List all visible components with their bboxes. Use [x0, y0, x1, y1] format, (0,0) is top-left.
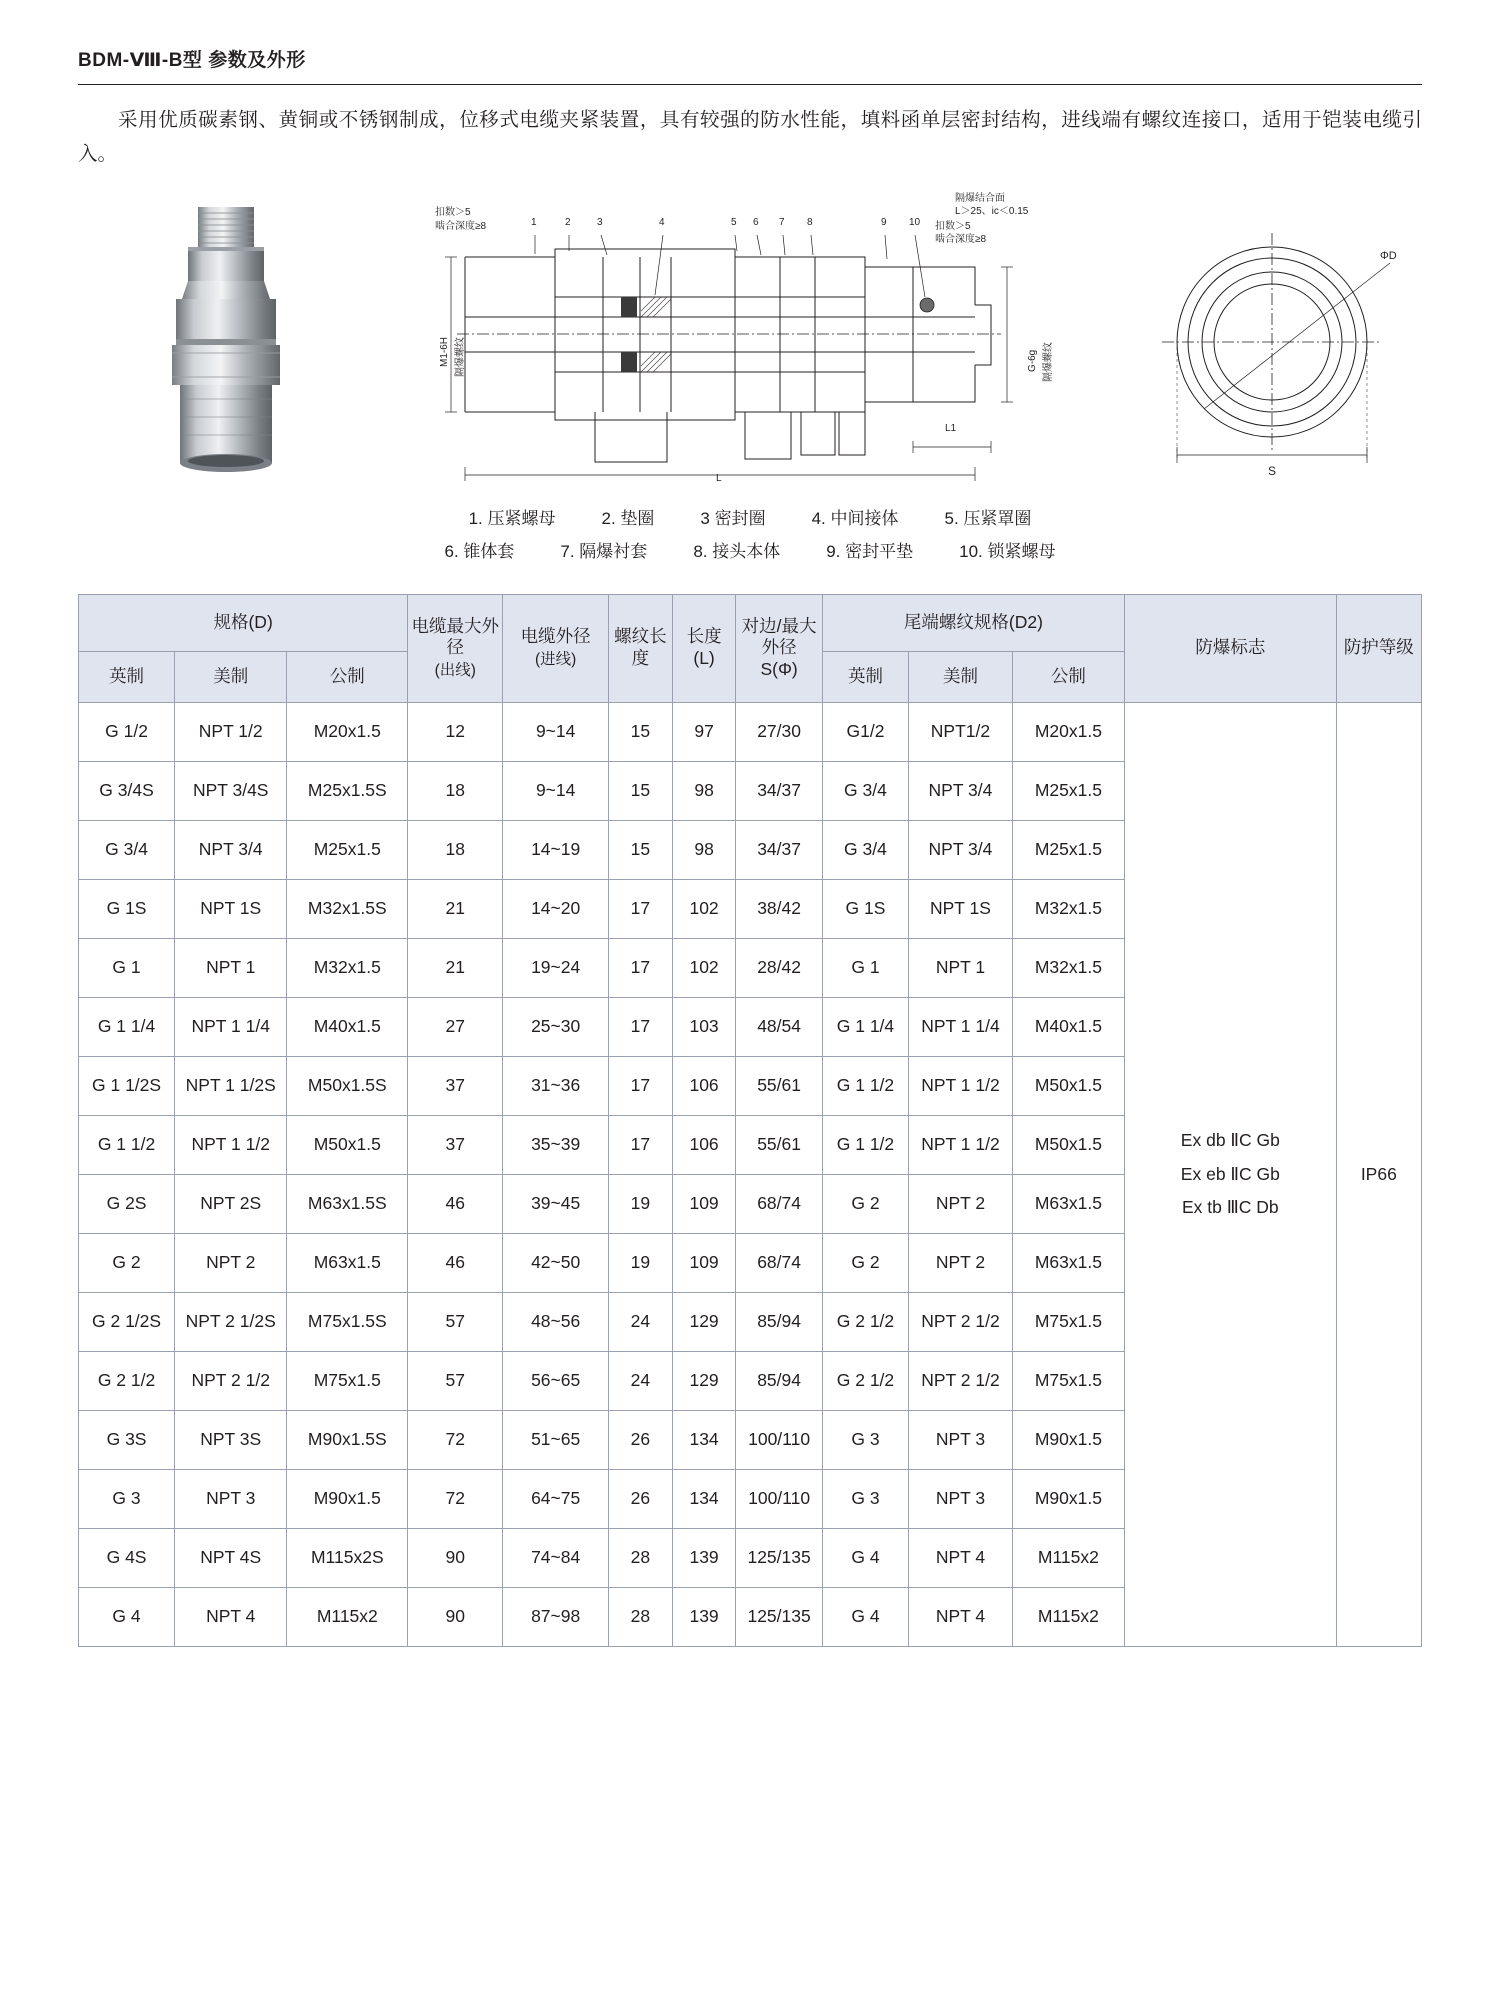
cell-cable-outer: 42~50 — [503, 1233, 609, 1292]
cell-spec-metric: M25x1.5S — [287, 761, 408, 820]
cell-tail-metric: M20x1.5 — [1012, 702, 1124, 761]
cell-ex-mark — [1125, 702, 1337, 1646]
cell-cable-max-outer: 37 — [408, 1115, 503, 1174]
cell-ip-rating: IP66 — [1336, 702, 1421, 1646]
cell-thread-length: 15 — [609, 820, 673, 879]
cell-across-flats: 125/135 — [736, 1587, 822, 1646]
cell-cable-max-outer: 21 — [408, 879, 503, 938]
cell-cable-max-outer: 12 — [408, 702, 503, 761]
cell-length: 102 — [672, 879, 736, 938]
cell-length: 129 — [672, 1292, 736, 1351]
cell-spec-american: NPT 2 1/2 — [175, 1351, 287, 1410]
svg-text:S: S — [1268, 464, 1277, 479]
cell-tail-metric: M40x1.5 — [1012, 997, 1124, 1056]
cell-tail-american: NPT 3 — [909, 1469, 1013, 1528]
cell-tail-metric: M115x2 — [1012, 1528, 1124, 1587]
cell-thread-length: 26 — [609, 1469, 673, 1528]
cell-spec-metric: M90x1.5S — [287, 1410, 408, 1469]
cell-spec-american: NPT 2 1/2S — [175, 1292, 287, 1351]
cell-tail-american: NPT 2 1/2 — [909, 1351, 1013, 1410]
cell-tail-metric: M90x1.5 — [1012, 1410, 1124, 1469]
cell-length: 97 — [672, 702, 736, 761]
cell-spec-english: G 1 1/2 — [79, 1115, 175, 1174]
cell-spec-english: G 1/2 — [79, 702, 175, 761]
callout-7: 7 — [779, 217, 785, 229]
cell-across-flats: 68/74 — [736, 1174, 822, 1233]
cell-cable-max-outer: 18 — [408, 820, 503, 879]
header-cable-outer — [503, 594, 609, 702]
cell-spec-english: G 1 — [79, 938, 175, 997]
header-cable-max-outer-sub: (出线) — [434, 662, 476, 680]
cell-across-flats: 48/54 — [736, 997, 822, 1056]
cell-spec-english: G 3/4 — [79, 820, 175, 879]
cell-cable-outer: 39~45 — [503, 1174, 609, 1233]
dim-length-L1: L1 — [945, 423, 957, 435]
cell-spec-american: NPT 2 — [175, 1233, 287, 1292]
cell-spec-american: NPT 1 1/4 — [175, 997, 287, 1056]
cell-spec-american: NPT 3/4 — [175, 820, 287, 879]
legend-row-2 — [78, 536, 1422, 568]
cell-thread-length: 17 — [609, 879, 673, 938]
cell-spec-english: G 2 1/2S — [79, 1292, 175, 1351]
cell-spec-american: NPT 1 1/2S — [175, 1056, 287, 1115]
callout-1: 1 — [531, 217, 537, 229]
product-photo — [78, 197, 378, 487]
ex-mark-line-3: Ex tb ⅢC Db — [1181, 1196, 1279, 1217]
cell-spec-american: NPT 1 — [175, 938, 287, 997]
front-view-drawing — [1132, 197, 1422, 487]
cell-spec-american: NPT 1S — [175, 879, 287, 938]
callout-8: 8 — [807, 217, 813, 229]
cell-cable-outer: 14~20 — [503, 879, 609, 938]
cell-thread-length: 17 — [609, 997, 673, 1056]
cell-cable-outer: 25~30 — [503, 997, 609, 1056]
figure-legend — [78, 503, 1422, 568]
cell-across-flats: 100/110 — [736, 1469, 822, 1528]
note-thread-count-left: 扣数＞5 — [435, 207, 471, 219]
cell-across-flats: 34/37 — [736, 820, 822, 879]
legend-item-9: 9. 密封平垫 — [826, 541, 914, 561]
callout-3: 3 — [597, 217, 603, 229]
header-across-flats — [736, 594, 822, 702]
header-tail-american: 美制 — [909, 651, 1013, 702]
cell-spec-metric: M32x1.5 — [287, 938, 408, 997]
legend-item-2: 2. 垫圈 — [601, 509, 655, 529]
cell-cable-outer: 64~75 — [503, 1469, 609, 1528]
header-cable-outer-sub: (进线) — [534, 651, 577, 669]
cell-tail-english: G 1 1/4 — [822, 997, 908, 1056]
cell-tail-english: G 3 — [822, 1410, 908, 1469]
cell-across-flats: 55/61 — [736, 1115, 822, 1174]
cell-tail-american: NPT 4 — [909, 1528, 1013, 1587]
cell-spec-english: G 3 — [79, 1469, 175, 1528]
cell-tail-metric: M32x1.5 — [1012, 938, 1124, 997]
cell-cable-max-outer: 21 — [408, 938, 503, 997]
cell-spec-metric: M90x1.5 — [287, 1469, 408, 1528]
cell-spec-english: G 1S — [79, 879, 175, 938]
cell-cable-outer: 48~56 — [503, 1292, 609, 1351]
cell-tail-english: G 2 — [822, 1174, 908, 1233]
ex-mark-line-1: Ex db ⅡC Gb — [1180, 1130, 1280, 1151]
cross-section-drawing — [435, 193, 1075, 487]
cell-length: 106 — [672, 1115, 736, 1174]
cell-tail-metric: M50x1.5 — [1012, 1056, 1124, 1115]
header-cable-outer-main: 电缆外径 — [520, 626, 591, 647]
callout-5: 5 — [731, 217, 737, 229]
cell-tail-american: NPT 2 — [909, 1233, 1013, 1292]
header-length — [672, 594, 736, 702]
callout-9: 9 — [881, 217, 887, 229]
cell-spec-metric: M25x1.5 — [287, 820, 408, 879]
cell-spec-english: G 3S — [79, 1410, 175, 1469]
cell-cable-outer: 74~84 — [503, 1528, 609, 1587]
cell-length: 98 — [672, 820, 736, 879]
cell-spec-english: G 2 1/2 — [79, 1351, 175, 1410]
cell-cable-max-outer: 46 — [408, 1233, 503, 1292]
cell-cable-outer: 9~14 — [503, 702, 609, 761]
cell-tail-english: G1/2 — [822, 702, 908, 761]
cell-tail-metric: M32x1.5 — [1012, 879, 1124, 938]
header-across-main: 对边/最大外径 — [741, 615, 817, 658]
cell-tail-english: G 1S — [822, 879, 908, 938]
cell-spec-american: NPT 1 1/2 — [175, 1115, 287, 1174]
cell-across-flats: 28/42 — [736, 938, 822, 997]
header-spec-metric: 公制 — [287, 651, 408, 702]
cell-spec-american: NPT 3/4S — [175, 761, 287, 820]
cell-spec-american: NPT 2S — [175, 1174, 287, 1233]
cell-spec-american: NPT 4 — [175, 1587, 287, 1646]
header-cable-max-outer — [408, 594, 503, 702]
header-spec-english: 英制 — [79, 651, 175, 702]
cell-tail-english: G 2 1/2 — [822, 1292, 908, 1351]
header-thread-length: 螺纹长度 — [609, 594, 673, 702]
cell-spec-english: G 4S — [79, 1528, 175, 1587]
intro-paragraph: 采用优质碳素钢、黄铜或不锈钢制成，位移式电缆夹紧装置，具有较强的防水性能，填料函单层密封结构，进线端有螺纹连接口，适用于铠装电缆引入。 — [78, 109, 1422, 166]
cell-length: 106 — [672, 1056, 736, 1115]
cell-cable-max-outer: 27 — [408, 997, 503, 1056]
cell-across-flats: 55/61 — [736, 1056, 822, 1115]
dim-right-thread-label: 隔爆螺纹 — [1043, 342, 1054, 383]
cell-thread-length: 24 — [609, 1292, 673, 1351]
cell-thread-length: 26 — [609, 1410, 673, 1469]
note-flame-path: 隔爆结合面 — [955, 193, 1005, 205]
dim-right-thread: G-6g — [1027, 350, 1038, 373]
cell-tail-american: NPT 3/4 — [909, 761, 1013, 820]
cell-cable-outer: 35~39 — [503, 1115, 609, 1174]
svg-text:ΦD: ΦD — [1380, 250, 1397, 263]
cell-cable-max-outer: 57 — [408, 1292, 503, 1351]
cell-cable-outer: 9~14 — [503, 761, 609, 820]
cell-tail-american: NPT 3 — [909, 1410, 1013, 1469]
cell-spec-metric: M63x1.5 — [287, 1233, 408, 1292]
legend-item-5: 5. 压紧罩圈 — [944, 509, 1032, 529]
callout-4: 4 — [659, 217, 665, 229]
cell-thread-length: 24 — [609, 1351, 673, 1410]
cell-spec-metric: M32x1.5S — [287, 879, 408, 938]
header-across-sub: S(Φ) — [760, 659, 798, 680]
callout-6: 6 — [753, 217, 759, 229]
cell-tail-american: NPT1/2 — [909, 702, 1013, 761]
header-length-main: 长度 — [686, 626, 722, 647]
cell-tail-american: NPT 1 1/4 — [909, 997, 1013, 1056]
specification-table — [78, 594, 1422, 1647]
cell-length: 134 — [672, 1410, 736, 1469]
cell-cable-outer: 31~36 — [503, 1056, 609, 1115]
header-tail-english: 英制 — [822, 651, 908, 702]
cell-spec-metric: M75x1.5S — [287, 1292, 408, 1351]
cell-across-flats: 68/74 — [736, 1233, 822, 1292]
cell-spec-english: G 1 1/4 — [79, 997, 175, 1056]
cell-cable-max-outer: 18 — [408, 761, 503, 820]
cell-length: 102 — [672, 938, 736, 997]
cell-spec-metric: M20x1.5 — [287, 702, 408, 761]
legend-row-1 — [78, 503, 1422, 535]
header-spec-american: 美制 — [175, 651, 287, 702]
cell-spec-american: NPT 3S — [175, 1410, 287, 1469]
cell-spec-metric: M75x1.5 — [287, 1351, 408, 1410]
cell-cable-max-outer: 37 — [408, 1056, 503, 1115]
cell-tail-metric: M75x1.5 — [1012, 1292, 1124, 1351]
cell-spec-metric: M50x1.5 — [287, 1115, 408, 1174]
cell-spec-american: NPT 3 — [175, 1469, 287, 1528]
dim-left-thread: M1-6H — [439, 337, 450, 368]
cell-tail-american: NPT 1 — [909, 938, 1013, 997]
cell-thread-length: 19 — [609, 1233, 673, 1292]
dim-length-L: L — [716, 473, 722, 485]
cell-length: 129 — [672, 1351, 736, 1410]
table-body — [79, 702, 1422, 1646]
cell-tail-english: G 4 — [822, 1528, 908, 1587]
legend-item-4: 4. 中间接体 — [811, 509, 899, 529]
cell-length: 139 — [672, 1528, 736, 1587]
cell-tail-american: NPT 4 — [909, 1587, 1013, 1646]
cell-across-flats: 38/42 — [736, 879, 822, 938]
legend-item-6: 6. 锥体套 — [444, 541, 515, 561]
cell-thread-length: 19 — [609, 1174, 673, 1233]
legend-item-10: 10. 锁紧螺母 — [959, 541, 1056, 561]
page-title: BDM-Ⅷ-B型 参数及外形 — [78, 50, 306, 71]
legend-item-3: 3 密封圈 — [700, 509, 766, 529]
cell-cable-outer: 56~65 — [503, 1351, 609, 1410]
cell-cable-max-outer: 72 — [408, 1469, 503, 1528]
cell-tail-metric: M63x1.5 — [1012, 1233, 1124, 1292]
cell-tail-american: NPT 1 1/2 — [909, 1056, 1013, 1115]
header-tail-thread-group: 尾端螺纹规格(D2) — [822, 594, 1124, 651]
cell-cable-outer: 14~19 — [503, 820, 609, 879]
cell-tail-metric: M75x1.5 — [1012, 1351, 1124, 1410]
header-length-sub: (L) — [693, 648, 715, 669]
cell-across-flats: 85/94 — [736, 1351, 822, 1410]
cell-spec-metric: M115x2 — [287, 1587, 408, 1646]
cell-across-flats: 125/135 — [736, 1528, 822, 1587]
cell-tail-english: G 3/4 — [822, 761, 908, 820]
cell-spec-english: G 4 — [79, 1587, 175, 1646]
note-thread-count-right: 扣数＞5 — [935, 221, 971, 233]
cell-tail-english: G 3 — [822, 1469, 908, 1528]
cell-cable-outer: 19~24 — [503, 938, 609, 997]
note-flame-path-spec: L＞25、ic＜0.15 — [955, 206, 1029, 218]
cell-length: 103 — [672, 997, 736, 1056]
cell-length: 139 — [672, 1587, 736, 1646]
cell-across-flats: 27/30 — [736, 702, 822, 761]
cell-tail-american: NPT 1 1/2 — [909, 1115, 1013, 1174]
dim-left-thread-label: 隔爆螺纹 — [455, 337, 466, 378]
cell-cable-max-outer: 72 — [408, 1410, 503, 1469]
cell-cable-outer: 87~98 — [503, 1587, 609, 1646]
cell-spec-english: G 3/4S — [79, 761, 175, 820]
cell-spec-english: G 2S — [79, 1174, 175, 1233]
cell-length: 109 — [672, 1174, 736, 1233]
cell-tail-metric: M25x1.5 — [1012, 820, 1124, 879]
cell-thread-length: 28 — [609, 1587, 673, 1646]
cell-tail-metric: M90x1.5 — [1012, 1469, 1124, 1528]
cell-spec-american: NPT 1/2 — [175, 702, 287, 761]
cell-tail-metric: M115x2 — [1012, 1587, 1124, 1646]
cell-tail-metric: M50x1.5 — [1012, 1115, 1124, 1174]
legend-item-7: 7. 隔爆衬套 — [560, 541, 648, 561]
cell-thread-length: 28 — [609, 1528, 673, 1587]
header-tail-metric: 公制 — [1012, 651, 1124, 702]
callout-2: 2 — [565, 217, 571, 229]
cell-cable-max-outer: 90 — [408, 1587, 503, 1646]
header-cable-max-outer-main: 电缆最大外径 — [411, 615, 500, 658]
cell-spec-metric: M40x1.5 — [287, 997, 408, 1056]
cell-length: 134 — [672, 1469, 736, 1528]
cell-tail-english: G 4 — [822, 1587, 908, 1646]
legend-item-1: 1. 压紧螺母 — [468, 509, 556, 529]
cell-thread-length: 17 — [609, 1115, 673, 1174]
title-divider — [78, 84, 1422, 85]
callout-10: 10 — [909, 217, 921, 229]
cell-spec-metric: M63x1.5S — [287, 1174, 408, 1233]
cell-tail-english: G 1 1/2 — [822, 1056, 908, 1115]
cell-tail-english: G 2 1/2 — [822, 1351, 908, 1410]
cell-tail-english: G 1 — [822, 938, 908, 997]
header-ip-rating: 防护等级 — [1336, 594, 1421, 702]
cell-tail-american: NPT 2 1/2 — [909, 1292, 1013, 1351]
cell-cable-max-outer: 57 — [408, 1351, 503, 1410]
cell-tail-american: NPT 1S — [909, 879, 1013, 938]
note-engage-depth-right: 啮合深度≥8 — [935, 234, 987, 246]
cell-across-flats: 34/37 — [736, 761, 822, 820]
cell-thread-length: 17 — [609, 938, 673, 997]
cell-spec-metric: M50x1.5S — [287, 1056, 408, 1115]
cell-tail-english: G 3/4 — [822, 820, 908, 879]
figures-row — [78, 193, 1422, 497]
cell-cable-max-outer: 46 — [408, 1174, 503, 1233]
cell-thread-length: 15 — [609, 702, 673, 761]
cell-tail-english: G 1 1/2 — [822, 1115, 908, 1174]
note-engage-depth-left: 啮合深度≥8 — [435, 221, 487, 233]
cell-length: 98 — [672, 761, 736, 820]
cell-tail-english: G 2 — [822, 1233, 908, 1292]
cell-spec-metric: M115x2S — [287, 1528, 408, 1587]
cell-cable-outer: 51~65 — [503, 1410, 609, 1469]
cell-spec-english: G 2 — [79, 1233, 175, 1292]
cell-spec-english: G 1 1/2S — [79, 1056, 175, 1115]
legend-item-8: 8. 接头本体 — [693, 541, 781, 561]
cell-thread-length: 17 — [609, 1056, 673, 1115]
cell-tail-american: NPT 2 — [909, 1174, 1013, 1233]
header-ex-mark: 防爆标志 — [1125, 594, 1337, 702]
cell-across-flats: 85/94 — [736, 1292, 822, 1351]
cell-across-flats: 100/110 — [736, 1410, 822, 1469]
cell-tail-metric: M63x1.5 — [1012, 1174, 1124, 1233]
cell-length: 109 — [672, 1233, 736, 1292]
header-spec-group: 规格(D) — [79, 594, 408, 651]
cell-thread-length: 15 — [609, 761, 673, 820]
cell-tail-american: NPT 3/4 — [909, 820, 1013, 879]
cell-tail-metric: M25x1.5 — [1012, 761, 1124, 820]
cell-cable-max-outer: 90 — [408, 1528, 503, 1587]
table-row — [79, 702, 1422, 761]
ex-mark-line-2: Ex eb ⅡC Gb — [1180, 1163, 1280, 1184]
cell-spec-american: NPT 4S — [175, 1528, 287, 1587]
